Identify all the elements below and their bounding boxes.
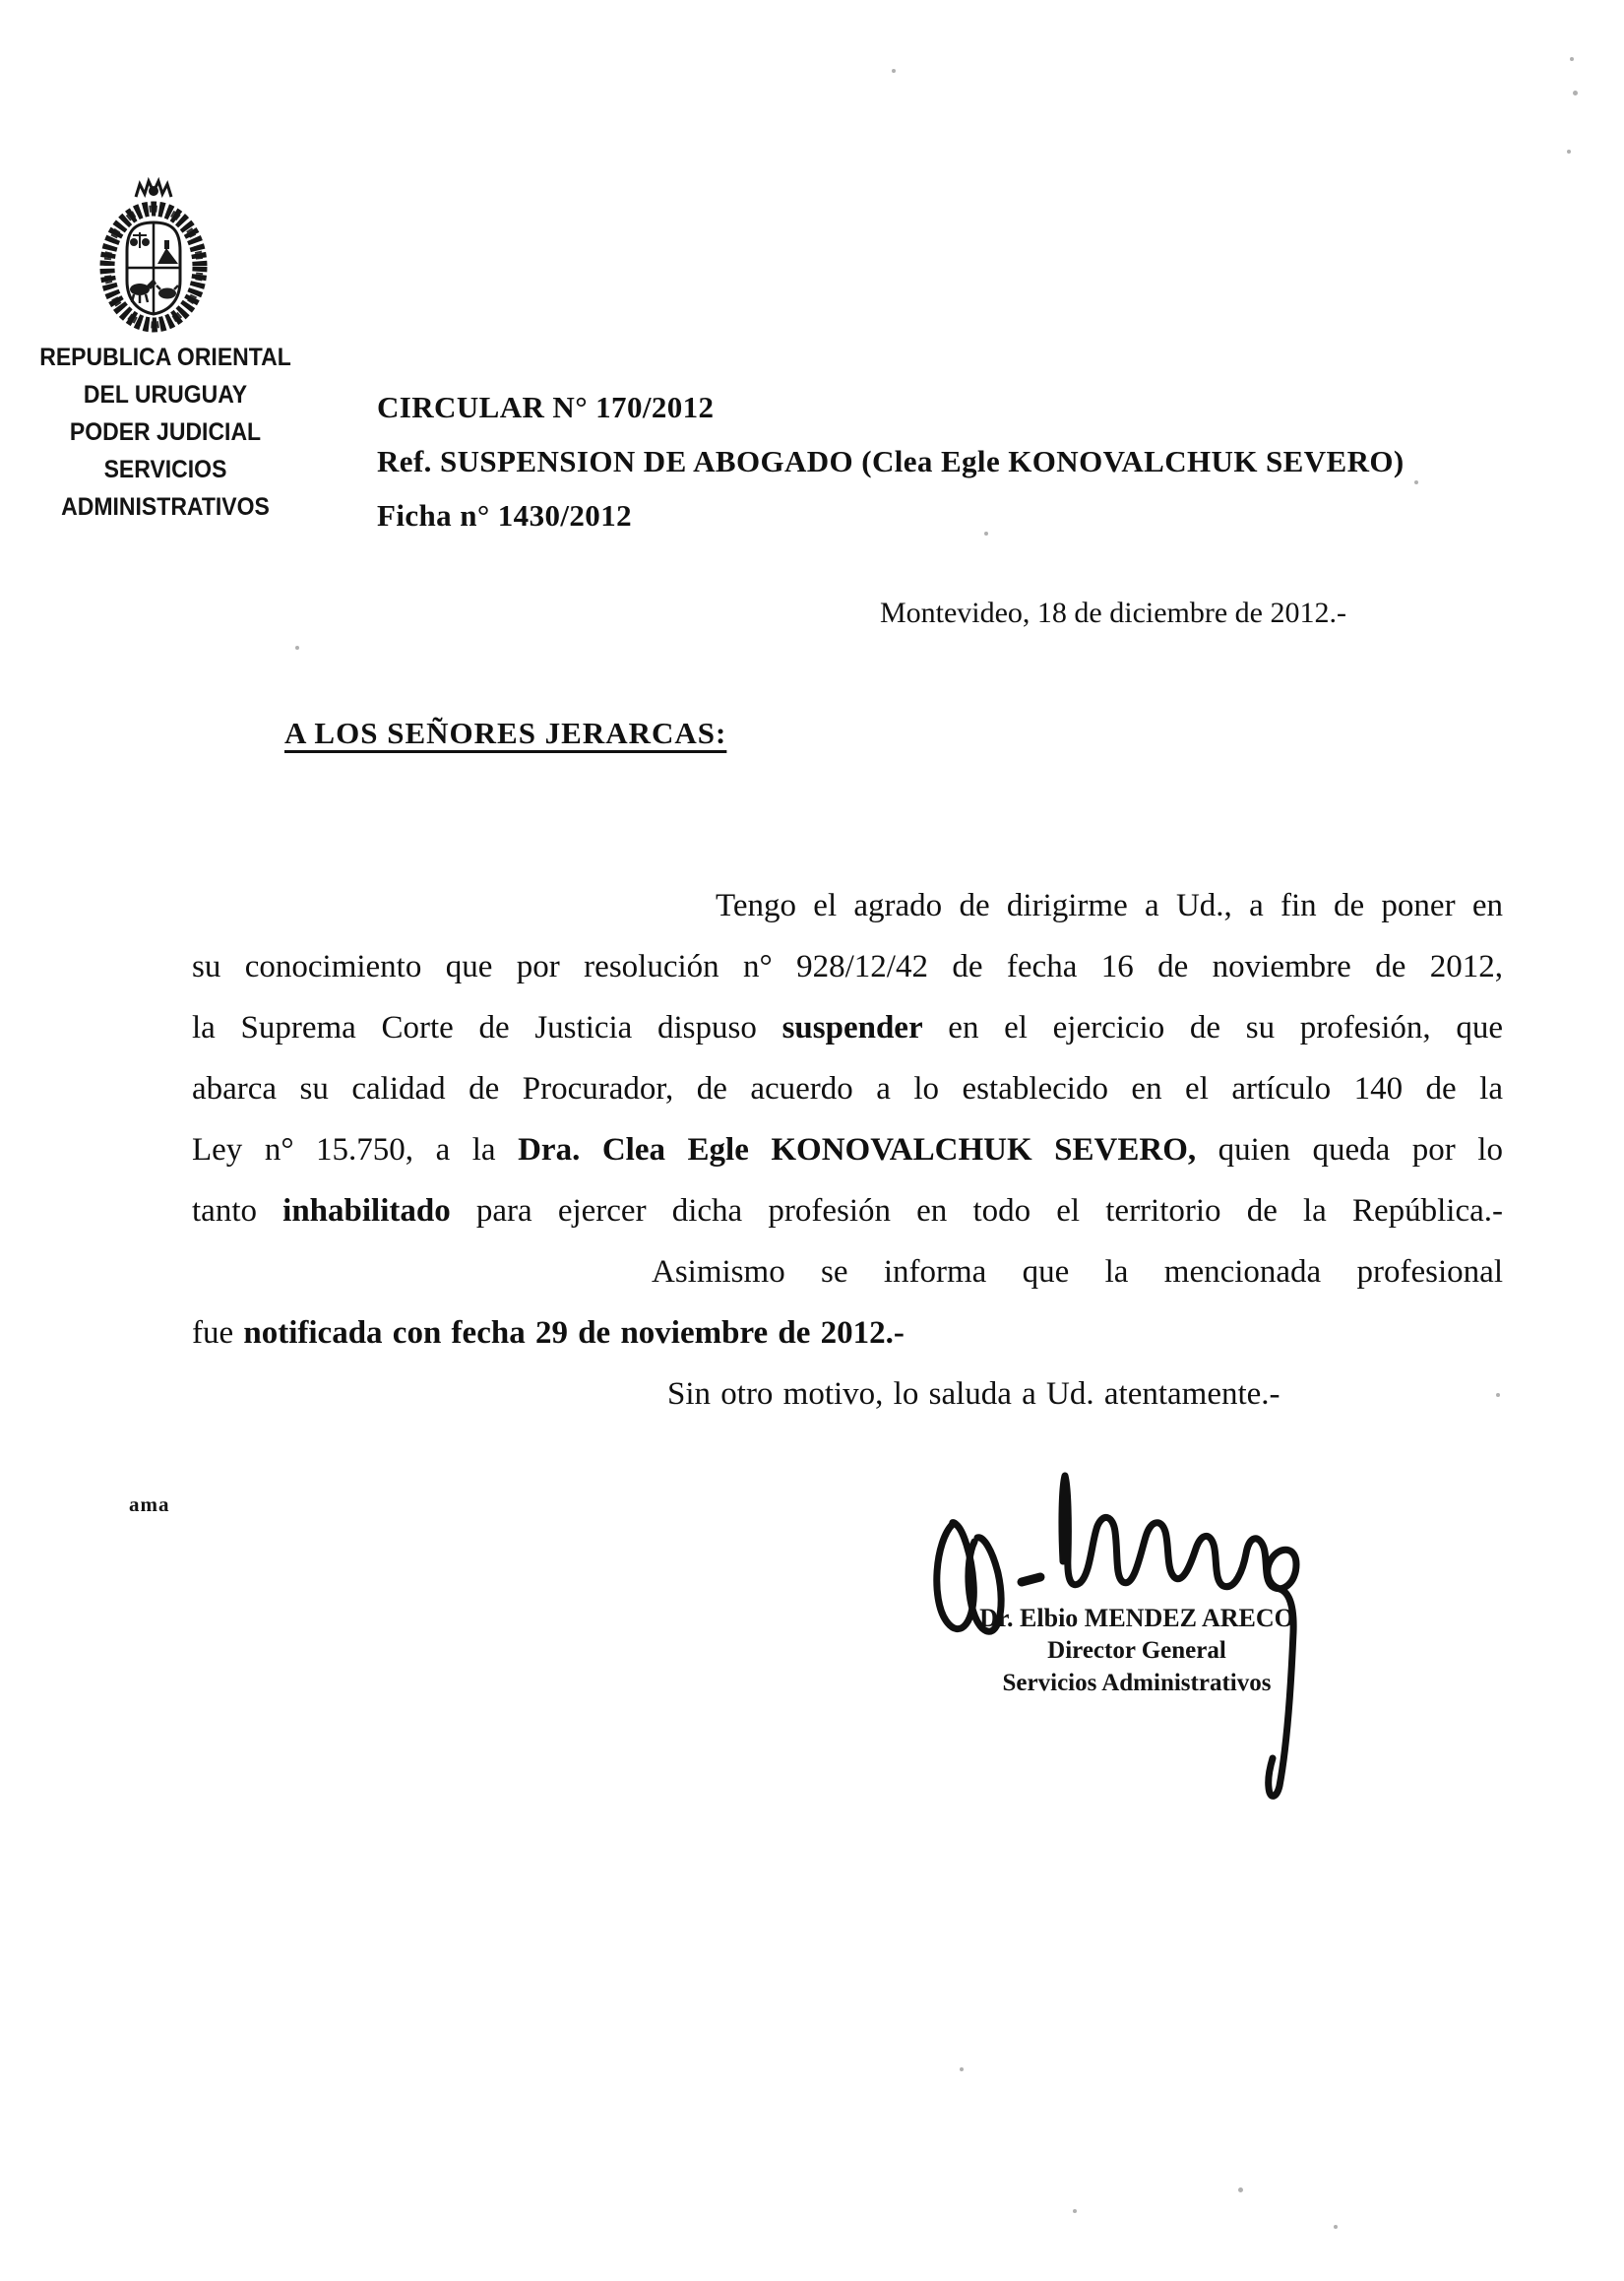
body-line [192,1119,1503,1180]
body-line [192,997,1503,1058]
circular-number: CIRCULAR N° 170/2012 [377,390,715,424]
scan-speck [892,69,896,73]
letterhead-line: PODER JUDICIAL [69,418,262,446]
body-line [192,1058,1503,1119]
scan-speck [1570,57,1574,61]
body-text-bold: inhabilitado [282,1193,451,1229]
signer-office: Servicios Administrativos [1002,1670,1272,1696]
body-text: Sin otro motivo, lo saluda a Ud. atentamente.- [667,1376,1280,1412]
scan-speck [984,532,988,536]
dateline: Montevideo, 18 de diciembre de 2012.- [879,597,1346,629]
signer-title: Director General [1047,1637,1226,1664]
body-text: abarca su calidad de Procurador, de acuerdo a lo establecido en el artículo 140 de la [192,1071,1503,1107]
letterhead-line: ADMINISTRATIVOS [61,493,270,521]
scan-speck [295,646,299,650]
ficha-number: Ficha n° 1430/2012 [377,498,632,533]
body-line [192,936,1503,997]
body-text: Asimismo se informa que la mencionada profesional [652,1254,1503,1290]
body-text-bold: notificada con fecha 29 de noviembre de 2012.- [243,1315,905,1351]
scan-speck [960,2067,964,2071]
body-line [192,1241,1503,1302]
body-text-bold: suspender [781,1010,923,1045]
body-text: la Suprema Corte de Justicia dispuso [192,1010,782,1045]
reference-line: Ref. SUSPENSION DE ABOGADO (Clea Egle KONOVALCHUK SEVERO) [377,444,1405,478]
scan-speck [1567,150,1571,154]
letterhead-line: SERVICIOS [103,456,227,483]
scan-speck [1414,480,1418,484]
body-text: su conocimiento que por resolución n° 928/12/42 de fecha 16 de noviembre de 2012, [192,949,1503,984]
salutation-text: A LOS SEÑORES JERARCAS: [284,716,727,750]
body-text: quien queda por lo [1196,1132,1503,1168]
body-text: en el ejercicio de su profesión, que [922,1010,1503,1045]
body-text: para ejercer dicha profesión en todo el territorio de la República.- [450,1193,1503,1229]
typist-initials: ama [129,1492,170,1516]
handwritten-signature-icon [923,1463,1317,1817]
body-line [192,1363,1503,1425]
letter-body [192,875,1503,1425]
body-line [192,875,1503,936]
body-text-bold: Dra. Clea Egle KONOVALCHUK SEVERO, [518,1132,1197,1168]
body-line [192,1180,1503,1241]
scan-speck [1238,2187,1243,2192]
letterhead-line: REPUBLICA ORIENTAL [39,344,291,371]
scan-speck [1073,2209,1077,2213]
header-block [377,380,1405,542]
body-line [192,1302,1503,1363]
body-text: tanto [192,1193,283,1229]
body-text: Ley n° 15.750, a la [192,1132,519,1168]
body-text: fue [192,1315,244,1351]
letterhead-line: DEL URUGUAY [83,381,248,409]
scan-speck [1496,1393,1500,1397]
salutation [284,716,726,751]
body-text: Tengo el agrado de dirigirme a Ud., a fin de poner en [716,888,1503,923]
scan-speck [1334,2225,1338,2229]
coat-of-arms-icon [94,173,215,333]
scan-speck [1573,91,1578,95]
signer-name: Dr. Elbio MENDEZ ARECO [979,1604,1294,1632]
letterhead [30,339,301,526]
